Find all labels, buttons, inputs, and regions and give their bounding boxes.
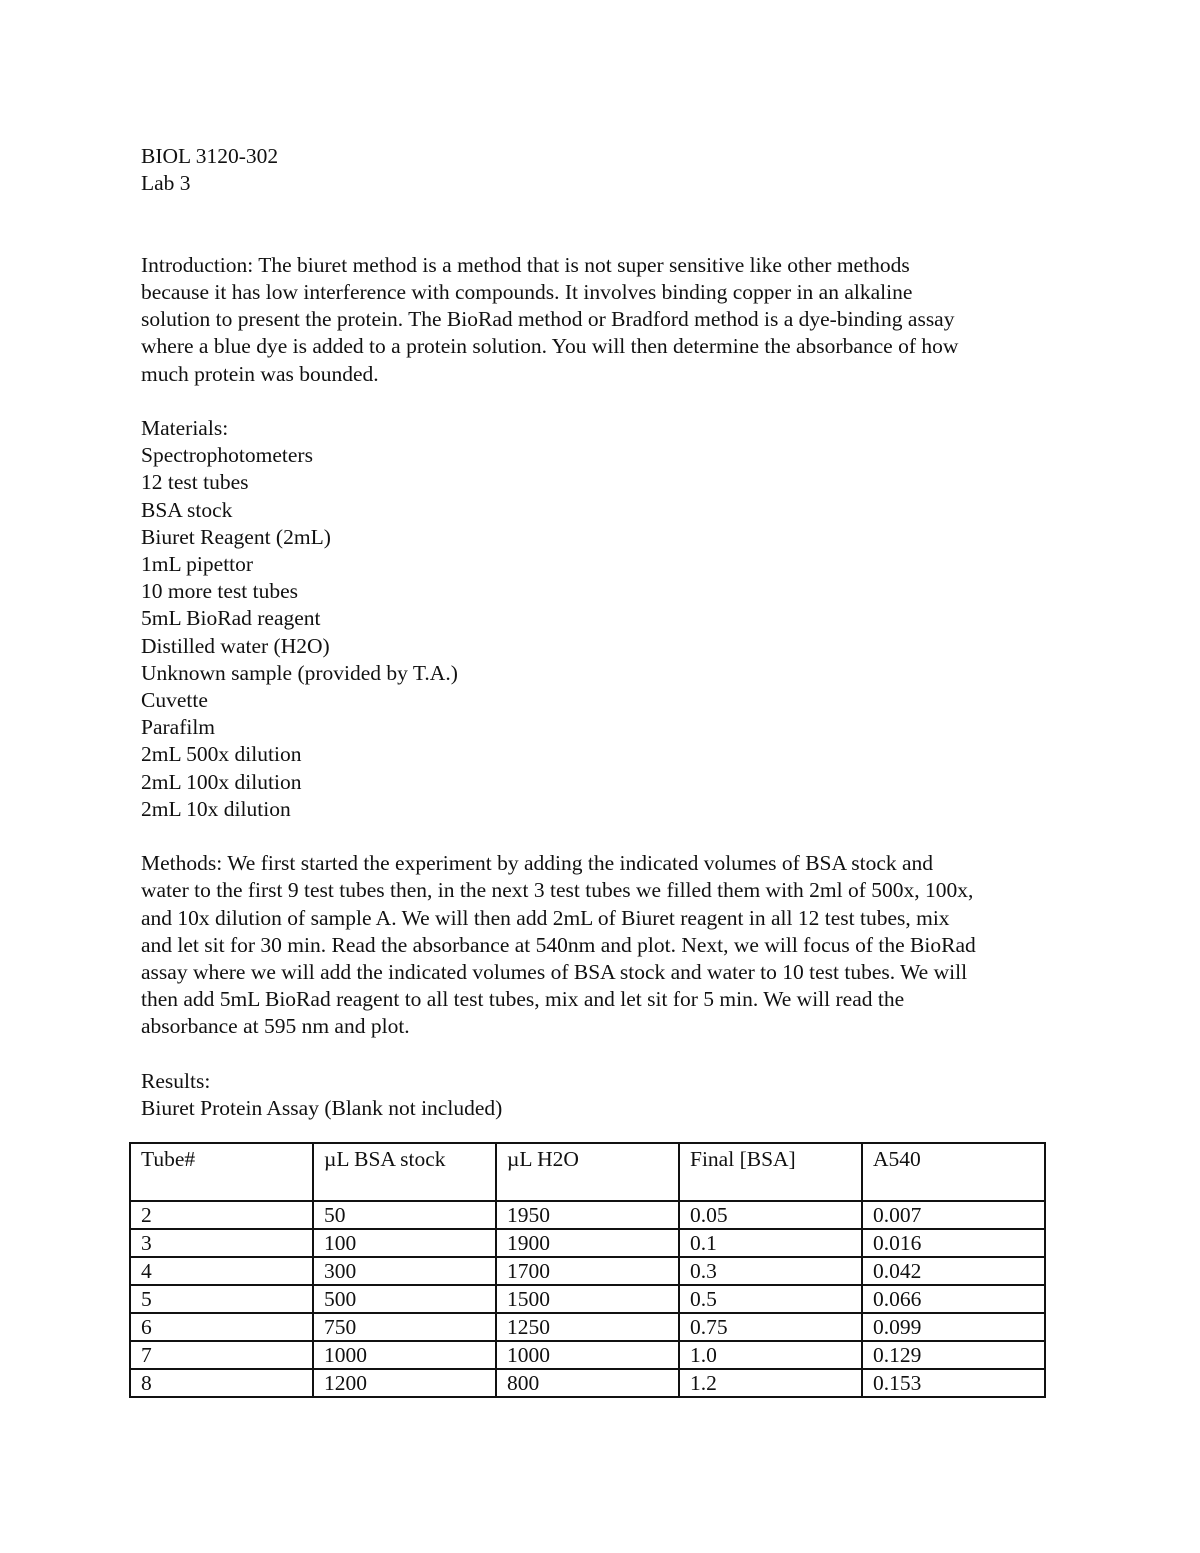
table-cell: 0.099 <box>862 1313 1045 1341</box>
table-cell: 1250 <box>496 1313 679 1341</box>
biuret-results-table-container <box>129 1142 1046 1398</box>
methods-line: absorbance at 595 nm and plot. <box>141 1014 410 1039</box>
materials-item: Distilled water (H2O) <box>141 633 330 658</box>
table-cell: 0.153 <box>862 1369 1045 1397</box>
table-cell: 50 <box>313 1201 496 1229</box>
document-page <box>141 143 1061 1122</box>
table-cell: 1500 <box>496 1285 679 1313</box>
materials-item: 2mL 100x dilution <box>141 769 302 794</box>
table-cell: 6 <box>130 1313 313 1341</box>
table-cell: 7 <box>130 1341 313 1369</box>
methods-paragraph <box>141 850 1061 1040</box>
table-cell: 4 <box>130 1257 313 1285</box>
biuret-results-table <box>129 1142 1046 1398</box>
table-cell: 0.129 <box>862 1341 1045 1369</box>
materials-item: Cuvette <box>141 688 208 713</box>
introduction-line: where a blue dye is added to a protein solution. You will then determine the absorbance of how <box>141 334 959 359</box>
table-cell: 1.2 <box>679 1369 862 1397</box>
column-header: µL BSA stock <box>313 1143 496 1201</box>
table-cell: 1000 <box>496 1341 679 1369</box>
methods-line: then add 5mL BioRad reagent to all test tubes, mix and let sit for 5 min. We will read the <box>141 987 905 1012</box>
table-cell: 1950 <box>496 1201 679 1229</box>
materials-item: 1mL pipettor <box>141 552 254 576</box>
materials-item: Spectrophotometers <box>141 443 313 468</box>
table-cell: 1900 <box>496 1229 679 1257</box>
table-cell: 300 <box>313 1257 496 1285</box>
materials-item: Biuret Reagent (2mL) <box>141 524 331 549</box>
table-cell: 0.05 <box>679 1201 862 1229</box>
materials-item: 10 more test tubes <box>141 579 299 604</box>
column-header: A540 <box>862 1143 1045 1201</box>
table-cell: 2 <box>130 1201 313 1229</box>
introduction-line: much protein was bounded. <box>141 361 379 386</box>
methods-line: and 10x dilution of sample A. We will then add 2mL of Biuret reagent in all 12 test tubes, mix <box>141 905 950 930</box>
materials-item: 5mL BioRad reagent <box>141 606 321 631</box>
table-row <box>130 1313 1045 1341</box>
materials-list <box>141 442 1061 823</box>
table-header-row <box>130 1143 1045 1201</box>
table-cell: 8 <box>130 1369 313 1397</box>
table-cell: 0.1 <box>679 1229 862 1257</box>
table-cell: 750 <box>313 1313 496 1341</box>
introduction-line: solution to present the protein. The BioRad method or Bradford method is a dye-binding assay <box>141 307 955 332</box>
table-row <box>130 1341 1045 1369</box>
methods-line: Methods: We first started the experiment by adding the indicated volumes of BSA stock and <box>141 851 934 876</box>
table-row <box>130 1285 1045 1313</box>
materials-item: Parafilm <box>141 715 216 740</box>
table-row <box>130 1229 1045 1257</box>
table-cell: 0.016 <box>862 1229 1045 1257</box>
table-cell: 0.042 <box>862 1257 1045 1285</box>
materials-item: 2mL 500x dilution <box>141 742 302 767</box>
table-cell: 100 <box>313 1229 496 1257</box>
materials-item: 12 test tubes <box>141 470 249 495</box>
table-cell: 1.0 <box>679 1341 862 1369</box>
column-header: Final [BSA] <box>679 1143 862 1201</box>
materials-heading: Materials: <box>141 415 229 440</box>
course-code: BIOL 3120-302 <box>141 144 279 168</box>
column-header: µL H2O <box>496 1143 679 1201</box>
methods-line: assay where we will add the indicated volumes of BSA stock and water to 10 test tubes. We will <box>141 960 968 985</box>
table-cell: 5 <box>130 1285 313 1313</box>
table-cell: 0.066 <box>862 1285 1045 1313</box>
table-cell: 500 <box>313 1285 496 1313</box>
materials-item: BSA stock <box>141 497 233 522</box>
introduction-line: Introduction: The biuret method is a method that is not super sensitive like other methods <box>141 252 910 277</box>
table-title: Biuret Protein Assay (Blank not included) <box>141 1096 503 1121</box>
table-row <box>130 1369 1045 1397</box>
table-row <box>130 1201 1045 1229</box>
table-cell: 1200 <box>313 1369 496 1397</box>
table-row <box>130 1257 1045 1285</box>
results-heading: Results: <box>141 1068 211 1093</box>
methods-line: and let sit for 30 min. Read the absorbance at 540nm and plot. Next, we will focus of the BioRad <box>141 932 976 957</box>
table-cell: 800 <box>496 1369 679 1397</box>
table-cell: 0.007 <box>862 1201 1045 1229</box>
table-cell: 0.3 <box>679 1257 862 1285</box>
table-cell: 3 <box>130 1229 313 1257</box>
materials-item: Unknown sample (provided by T.A.) <box>141 660 458 685</box>
methods-line: water to the first 9 test tubes then, in the next 3 test tubes we filled them with 2ml of 500x, 100x, <box>141 878 974 903</box>
table-cell: 0.5 <box>679 1285 862 1313</box>
column-header: Tube# <box>130 1143 313 1201</box>
introduction-line: because it has low interference with compounds. It involves binding copper in an alkaline <box>141 279 913 304</box>
materials-item: 2mL 10x dilution <box>141 796 291 821</box>
lab-number: Lab 3 <box>141 171 191 196</box>
table-cell: 1000 <box>313 1341 496 1369</box>
table-cell: 1700 <box>496 1257 679 1285</box>
table-cell: 0.75 <box>679 1313 862 1341</box>
introduction-paragraph <box>141 252 1061 388</box>
